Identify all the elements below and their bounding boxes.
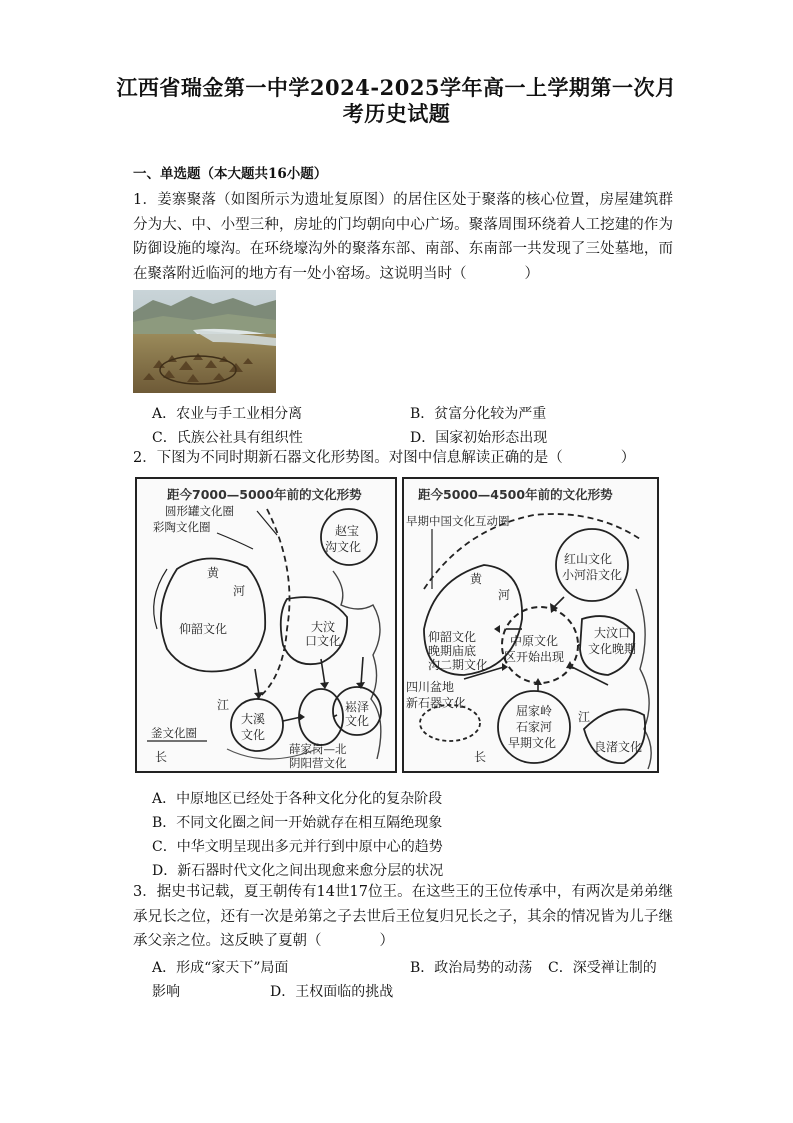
q3-option-b[interactable]: B．政治局势的动荡: [410, 960, 533, 976]
q1-option-b[interactable]: B．贫富分化较为严重: [410, 406, 547, 422]
q2-option-d[interactable]: D．新石器时代文化之间出现愈来愈分层的状况: [152, 863, 444, 879]
svg-text:沟二期文化: 沟二期文化: [428, 658, 489, 672]
svg-text:河: 河: [498, 588, 511, 602]
svg-text:晚期庙底: 晚期庙底: [428, 644, 477, 658]
svg-text:大汶口: 大汶口: [594, 626, 631, 640]
svg-text:早期文化: 早期文化: [508, 736, 557, 750]
svg-text:口文化: 口文化: [305, 634, 342, 648]
q3-option-d[interactable]: D．王权面临的挑战: [270, 984, 394, 1000]
svg-text:红山文化: 红山文化: [564, 552, 613, 566]
svg-text:长: 长: [474, 750, 487, 764]
svg-text:薛家岗—北: 薛家岗—北: [289, 742, 347, 756]
svg-text:中原文化: 中原文化: [510, 634, 559, 648]
map-label-interaction: 早期中国文化互动圈: [406, 514, 510, 528]
svg-text:良渚文化: 良渚文化: [594, 740, 643, 754]
map-label-yuanxingguan: 圆形罐文化圈: [165, 504, 234, 518]
map-7000-5000: [135, 477, 397, 773]
svg-text:仰韶文化: 仰韶文化: [428, 630, 477, 644]
svg-text:河: 河: [233, 584, 246, 598]
q1-option-c[interactable]: C．氏族公社具有组织性: [152, 430, 303, 446]
q3-stem: 3．据史书记载，夏王朝传有14世17位王。在这些王的王位传承中，有两次是弟弟继承兄长之位，还有一次是弟第之子去世后王位复归兄长之子，其余的情况皆为儿子继承父亲之位。这反映了夏朝（ ）: [133, 884, 673, 949]
svg-text:区开始出现: 区开始出现: [504, 650, 565, 664]
q1-stem: 1．姜寨聚落（如图所示为遗址复原图）的居住区处于聚落的核心位置，房屋建筑群分为大、中、小型三种，房址的门均朝向中心广场。聚落周围环绕着人工挖建的作为防御设施的壕沟。在环绕壕沟外的聚落东部、南部、东南部一共发现了三处墓地，而在聚落附近临河的地方有一处小窑场。这说明当时（ ）: [133, 192, 673, 282]
svg-text:江: 江: [578, 710, 591, 724]
svg-text:小河沿文化: 小河沿文化: [562, 568, 623, 582]
svg-text:大汶: 大汶: [311, 620, 336, 634]
q1-option-a[interactable]: A．农业与手工业相分离: [152, 406, 303, 422]
section-heading: 一、单选题（本大题共16小题）: [133, 166, 328, 182]
svg-text:文化: 文化: [345, 714, 370, 728]
svg-text:阴阳营文化: 阴阳营文化: [289, 756, 347, 770]
svg-text:石家河: 石家河: [516, 720, 553, 734]
svg-text:四川盆地: 四川盆地: [406, 680, 455, 694]
svg-text:长: 长: [155, 750, 168, 764]
doc-title-line1: 江西省瑞金第一中学2024-2025学年高一上学期第一次月: [116, 75, 677, 100]
map-5000-4500: [402, 477, 659, 773]
q1-option-d[interactable]: D．国家初始形态出现: [410, 430, 548, 446]
map-label-yangshao: 仰韶文化: [179, 622, 228, 636]
svg-text:屈家岭: 屈家岭: [516, 704, 553, 718]
q2-option-c[interactable]: C．中华文明呈现出多元并行到中原中心的趋势: [152, 839, 443, 855]
svg-text:赵宝: 赵宝: [335, 524, 360, 538]
q3-option-c-continued: 影响: [152, 984, 180, 1000]
q2-option-a[interactable]: A．中原地区已经处于各种文化分化的复杂阶段: [152, 791, 443, 807]
svg-text:釜文化圈: 釜文化圈: [151, 726, 197, 740]
jiangzhai-reconstruction-image: [133, 290, 276, 393]
svg-text:黄: 黄: [470, 572, 483, 586]
svg-text:崧泽: 崧泽: [345, 700, 370, 714]
q2-option-b[interactable]: B．不同文化圈之间一开始就存在相互隔绝现象: [152, 815, 443, 831]
q3-option-c[interactable]: C．深受禅让制的: [548, 960, 657, 976]
svg-text:文化晚期: 文化晚期: [588, 642, 637, 656]
svg-text:新石器文化: 新石器文化: [406, 696, 467, 710]
svg-text:黄: 黄: [207, 566, 220, 580]
q2-stem: 2．下图为不同时期新石器文化形势图。对图中信息解读正确的是（ ）: [133, 450, 636, 466]
map-label-caitao: 彩陶文化圈: [153, 520, 211, 534]
map-left-title: 距今7000—5000年前的文化形势: [167, 487, 362, 502]
svg-text:沟文化: 沟文化: [325, 540, 362, 554]
q3-option-a[interactable]: A．形成“家天下”局面: [152, 960, 289, 976]
doc-title-line2: 考历史试题: [342, 101, 451, 126]
svg-text:大溪: 大溪: [241, 712, 266, 726]
map-right-title: 距今5000—4500年前的文化形势: [418, 487, 613, 502]
svg-text:文化: 文化: [241, 728, 266, 742]
svg-text:江: 江: [217, 698, 230, 712]
